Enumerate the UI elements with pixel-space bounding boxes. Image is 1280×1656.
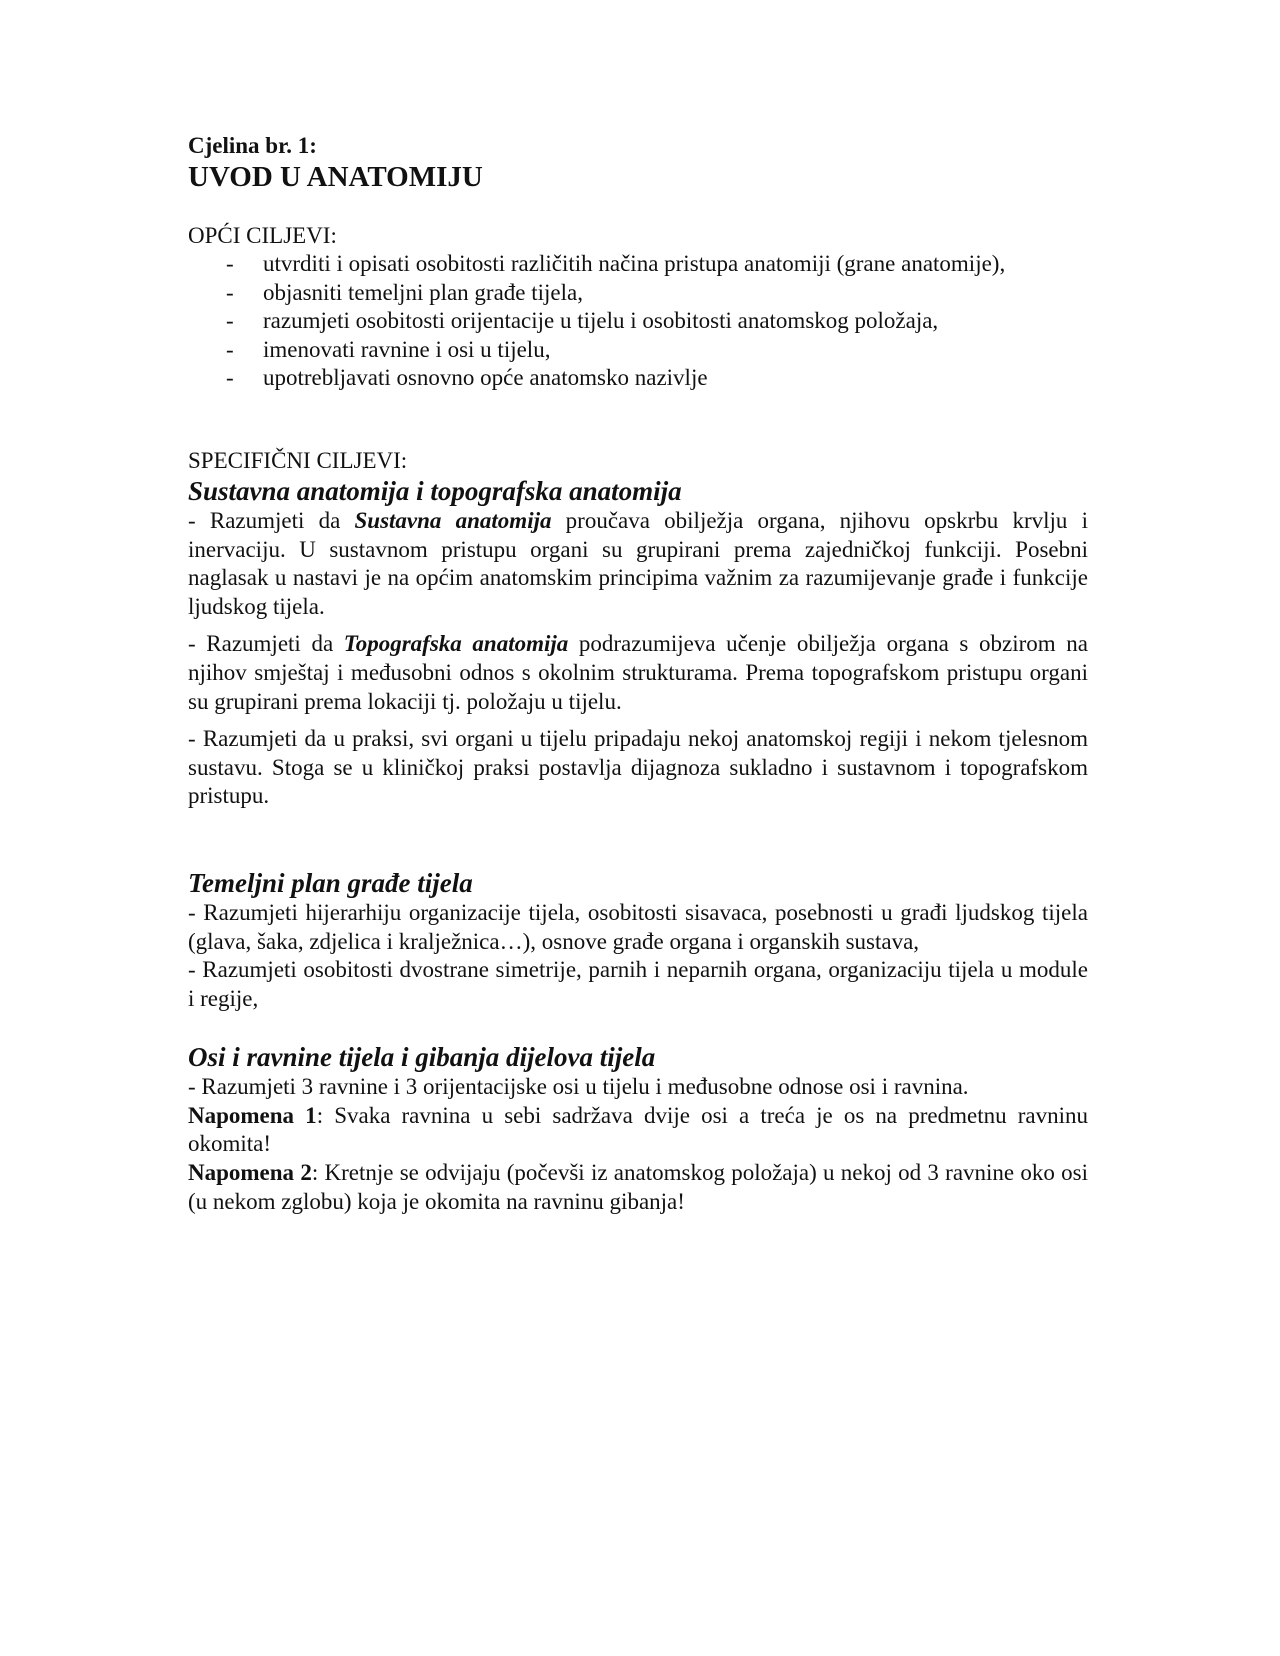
specific-goals-section (188, 447, 1088, 1216)
note-2 (188, 1159, 1088, 1216)
document-page (188, 132, 1088, 1216)
list-item (188, 364, 1088, 393)
paragraph-text: - Razumjeti da (188, 507, 355, 533)
list-dash: - (226, 308, 234, 334)
paragraph-text: podrazumijeva učenje obilježja organa s obzirom na njihov smještaj i međusobni odnos s okolnim strukturama. Prema topografskom pristupu organi su grupirani prema lokaciji tj. položaju u tijelu. (188, 631, 1088, 714)
general-goals-list (188, 250, 1088, 393)
list-item (188, 250, 1088, 279)
list-dash: - (226, 251, 234, 276)
list-item-text: utvrditi i opisati osobitosti različitih načina pristupa anatomiji (grane anatomije), (263, 251, 1006, 276)
paragraph-hierarchy: - Razumjeti hijerarhiju organizacije tijela, osobitosti sisavaca, posebnosti u građi ljudskog tijela (glava, šaka, zdjelica i kralježnica…), osnove građe organa i organskih sustava, (188, 899, 1088, 954)
section-title: Sustavna anatomija i topografska anatomija (188, 475, 682, 506)
paragraph-topographic (188, 630, 1088, 716)
list-dash: - (226, 365, 234, 391)
general-goals-heading: OPĆI CILJEVI: (188, 223, 337, 248)
list-dash: - (226, 336, 234, 362)
term-topographic-anatomy: Topografska anatomija (343, 631, 569, 657)
paragraph-systemic (188, 507, 1088, 621)
list-dash: - (226, 279, 234, 305)
general-goals-section (188, 222, 1088, 393)
list-item-text: objasniti temeljni plan građe tijela, (263, 279, 583, 305)
paragraph-planes: - Razumjeti 3 ravnine i 3 orijentacijske osi u tijelu i međusobne odnose osi i ravnina. (188, 1074, 969, 1100)
term-systemic-anatomy: Sustavna anatomija (354, 507, 552, 533)
section-axes-planes (188, 1041, 1088, 1216)
list-item-text: razumjeti osobitosti orijentacije u tijelu i osobitosti anatomskog položaja, (263, 308, 939, 334)
note-label: Napomena 1 (188, 1102, 317, 1128)
note-text: : Kretnje se odvijaju (počevši iz anatomskog položaja) u nekoj od 3 ravnine oko osi (u nekom zglobu) koja je okomita na ravninu gibanja! (188, 1160, 1089, 1214)
list-item-text: upotrebljavati osnovno opće anatomsko nazivlje (263, 365, 708, 391)
paragraph-symmetry: - Razumjeti osobitosti dvostrane simetrije, parnih i neparnih organa, organizaciju tijela u module i regije, (188, 957, 1088, 1011)
note-1 (188, 1102, 1088, 1159)
specific-goals-heading: SPECIFIČNI CILJEVI: (188, 447, 408, 473)
note-text: : Svaka ravnina u sebi sadržava dvije osi a treća je os na predmetnu ravninu okomita! (188, 1102, 1088, 1157)
unit-title: UVOD U ANATOMIJU (188, 161, 483, 193)
list-item (188, 307, 1088, 336)
unit-header (188, 132, 1088, 194)
paragraph-text: proučava obilježja organa, njihovu opskrbu krvlju i inervaciju. U sustavnom pristupu organi su grupirani prema zajedničkoj funkciji. Posebni naglasak u nastavi je na općim anatomskim principima važnim za razumijevanje građe i funkcije ljudskog tijela. (188, 507, 1088, 619)
section-title: Osi i ravnine tijela i gibanja dijelova tijela (188, 1042, 656, 1073)
list-item (188, 336, 1088, 365)
list-item-text: imenovati ravnine i osi u tijelu, (263, 336, 551, 362)
list-item (188, 279, 1088, 308)
paragraph-text: - Razumjeti da (188, 631, 344, 657)
section-systemic-topographic (188, 475, 1088, 811)
section-title: Temeljni plan građe tijela (188, 867, 473, 898)
unit-label: Cjelina br. 1: (188, 133, 317, 158)
paragraph-practice: - Razumjeti da u praksi, svi organi u tijelu pripadaju nekoj anatomskoj regiji i nekom tjelesnom sustavu. Stoga se u kliničkoj praksi postavlja dijagnoza sukladno i sustavnom i topografskom pristupu. (188, 726, 1088, 809)
section-body-plan (188, 867, 1088, 1013)
note-label: Napomena 2 (188, 1160, 312, 1186)
